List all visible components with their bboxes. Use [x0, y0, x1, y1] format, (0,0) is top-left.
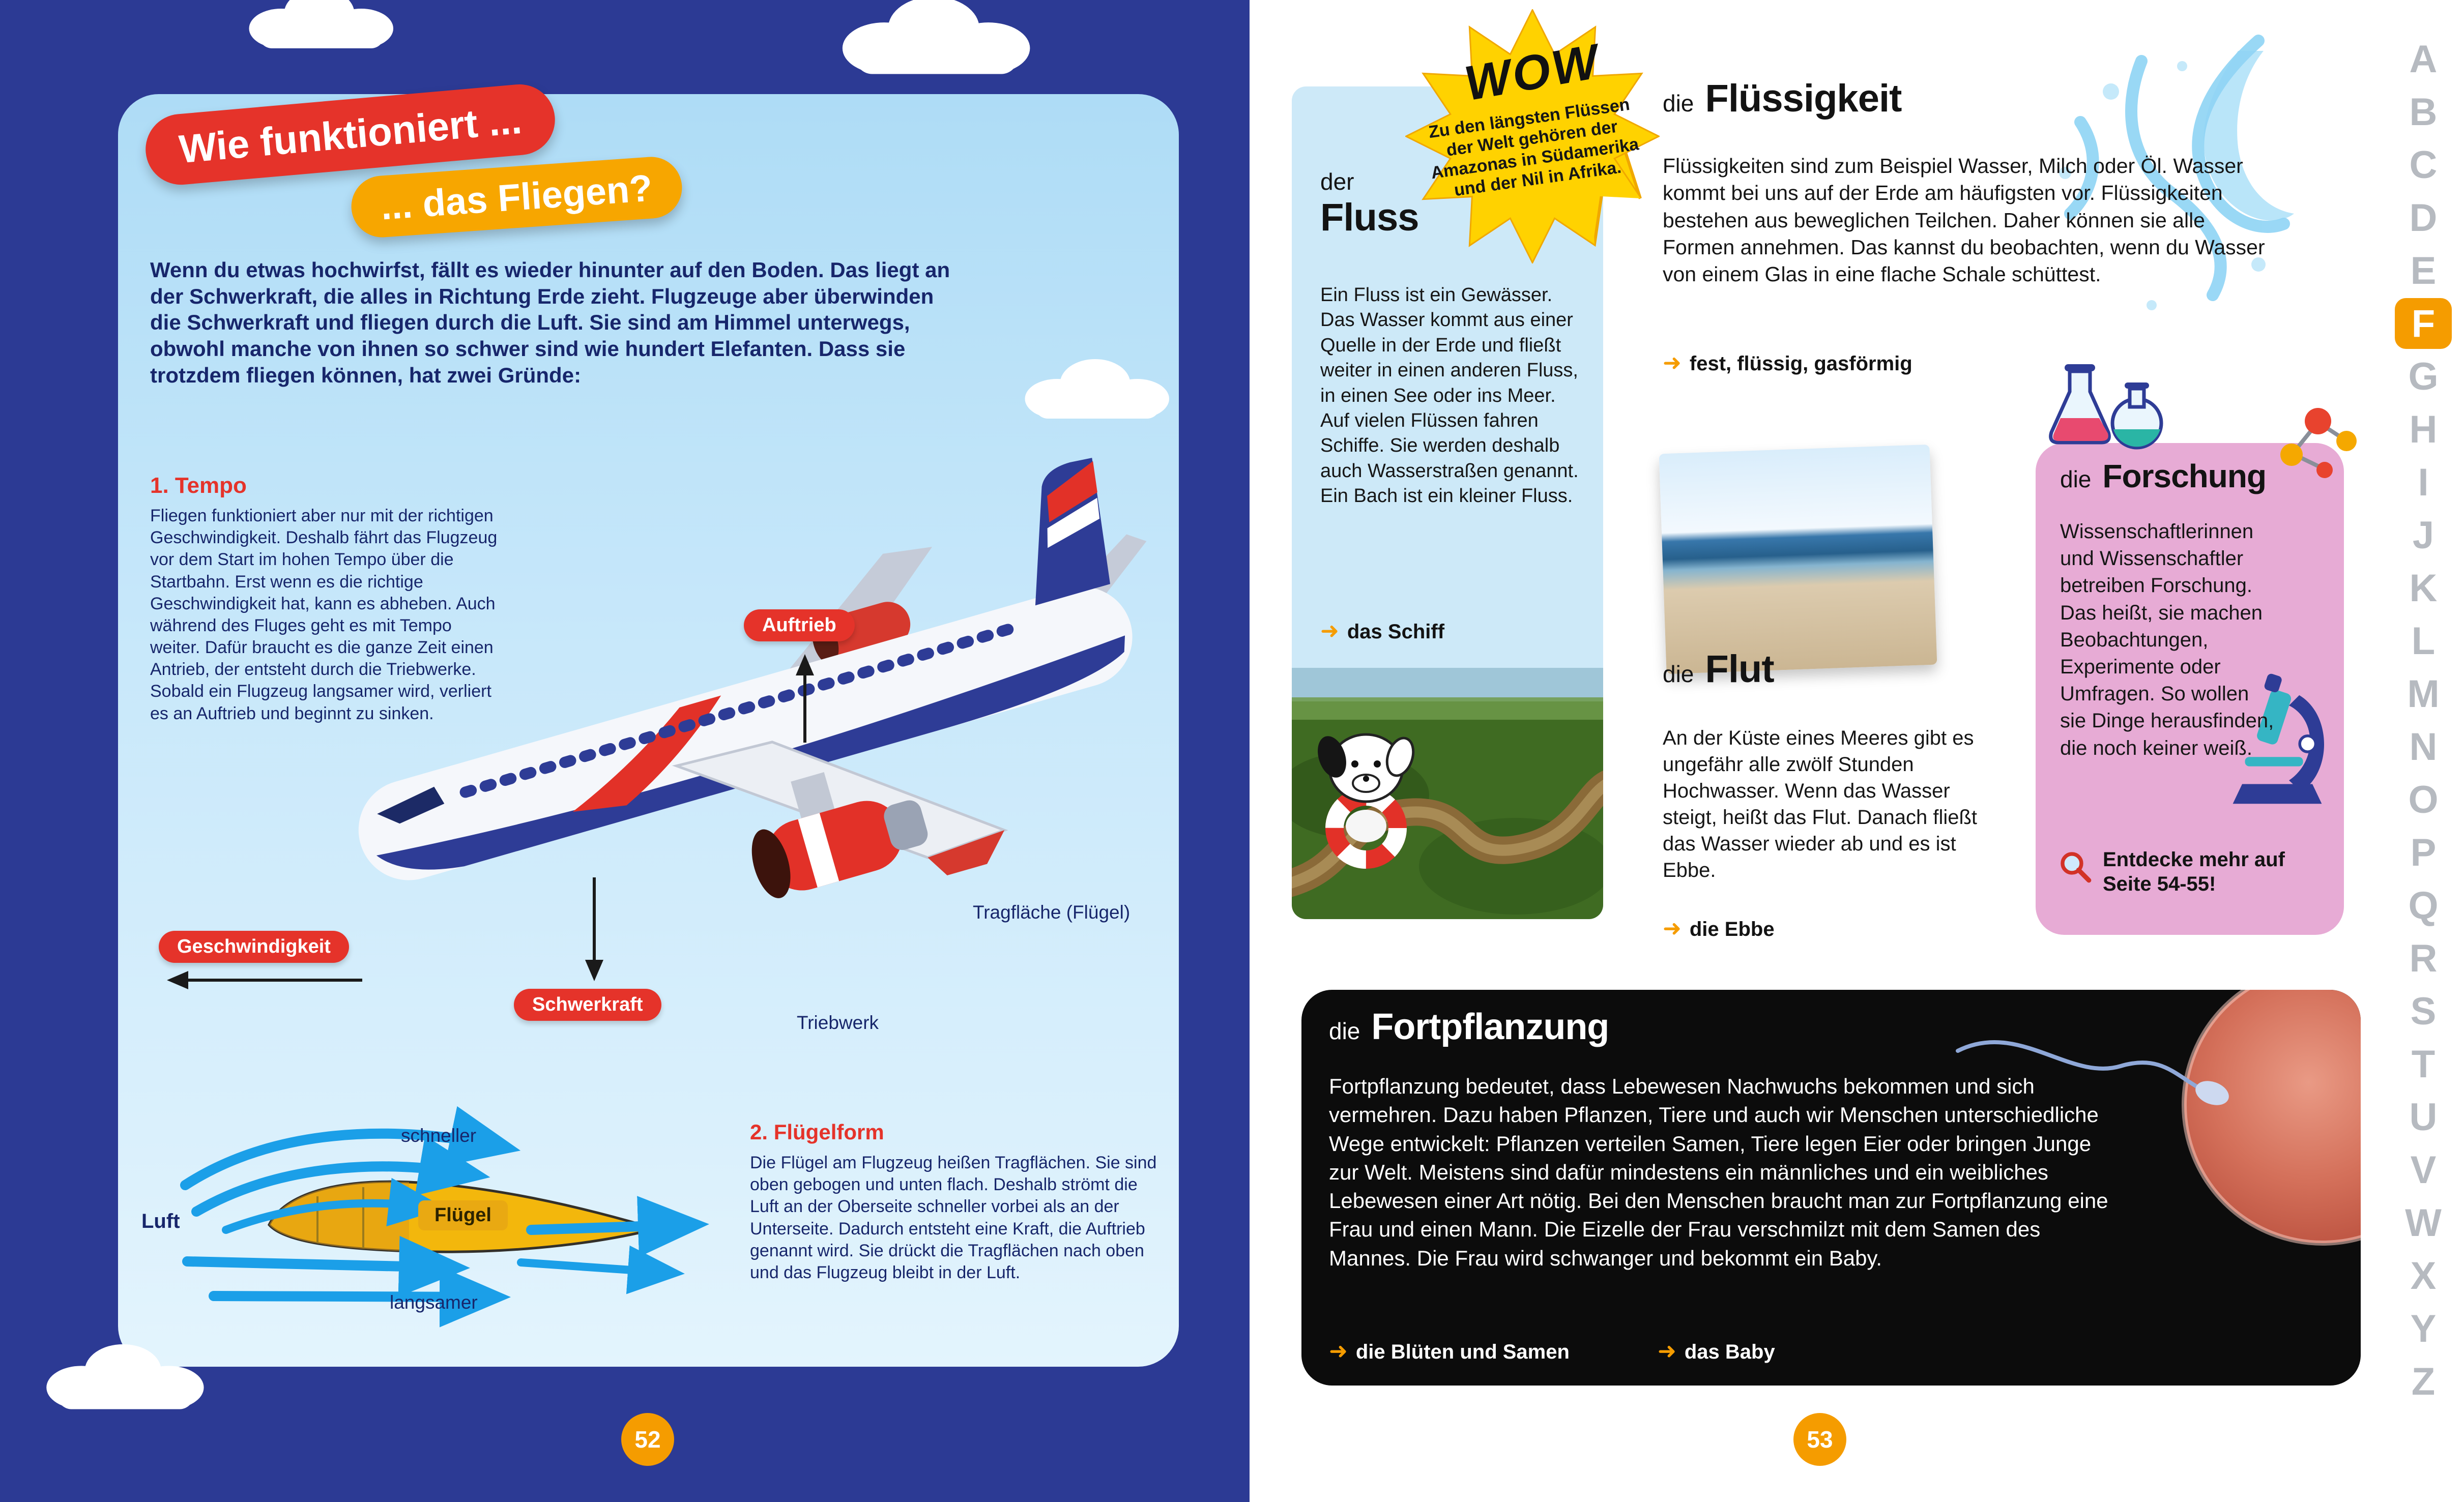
alphabet-letter: J	[2412, 513, 2434, 557]
intro-text: Wenn du etwas hochwirfst, fällt es wieder hinunter auf den Boden. Das liegt an der Schwerkraft, die alles in Richtung Erde zieht. Flugzeuge aber überwinden die Schwerkraft und fliegen durch die Luft. Sie sind am Himmel unterwegs, obwohl manche von ihnen so schwer sind wie hundert Elefanten. Dass sie trotzdem fliegen können, hat zwei Gründe:	[150, 258, 950, 387]
crossref-label: das Baby	[1684, 1341, 1775, 1363]
forschung-box	[2036, 443, 2344, 935]
beach-photo	[1659, 445, 1937, 674]
section1-body: Fliegen funktioniert aber nur mit der richtigen Geschwindigkeit. Deshalb fährt das Flugzeug vor dem Start im hohen Tempo über die Startbahn. Erst wenn es die richtige Geschwindigkeit hat, kann es abheben. Auch während des Fluges geht es mit Tempo weiter. Dafür braucht es die ganze Zeit einen Antrieb, der entsteht durch die Triebwerke. Sobald ein Flugzeug langsamer wird, verliert es an Auftrieb und beginnt zu sinken.	[150, 506, 498, 723]
arrow-icon: ➜	[1329, 1339, 1348, 1364]
section2-body: Die Flügel am Flugzeug heißen Tragflächen. Sie sind oben gebogen und unten flach. Deshalb strömt die Luft an der Oberseite schneller vorbei als an der Unterseite. Dadurch entsteht eine Kraft, die Auftrieb genannt wird. Sie drückt die Tragflächen nach oben und das Flugzeug bleibt in der Luft.	[750, 1153, 1157, 1282]
alphabet-letter: C	[2409, 143, 2438, 187]
alphabet-letter: Q	[2408, 883, 2439, 927]
cloud	[1012, 350, 1185, 426]
page-number-right: 53	[1793, 1413, 1846, 1466]
alphabet-letter: P	[2410, 831, 2437, 874]
left-page	[118, 94, 1179, 1367]
entry-heading-forschung	[2060, 457, 2266, 495]
dog-mascot-icon	[1302, 717, 1430, 870]
cloud	[36, 1333, 219, 1419]
alphabet-letter: I	[2418, 460, 2429, 504]
label-schneller: schneller	[401, 1125, 477, 1146]
cloud	[239, 0, 407, 56]
entry-heading-fortpflanzung	[1329, 1006, 1609, 1048]
label-triebwerk: Triebwerk	[797, 1012, 879, 1033]
alphabet-letter-active: F	[2395, 298, 2452, 349]
crossref-aggregatzustaende	[1663, 350, 1912, 376]
entry-heading-fluessigkeit	[1663, 76, 1901, 121]
crossref-label: fest, flüssig, gasförmig	[1689, 352, 1912, 375]
discover-note-text: Entdecke mehr auf Seite 54-55!	[2103, 848, 2285, 895]
alphabet-sidebar	[2395, 34, 2452, 1407]
alphabet-letter: G	[2408, 355, 2439, 398]
alphabet-letter: A	[2409, 37, 2438, 81]
title-banner-1: Wie funktioniert ...	[142, 81, 558, 188]
alphabet-letter: D	[2409, 196, 2438, 240]
entry-article: die	[1663, 90, 1694, 116]
entry-word: Flüssigkeit	[1705, 77, 1902, 120]
label-tragflaeche: Tragfläche (Flügel)	[973, 902, 1130, 923]
alphabet-letter: S	[2410, 989, 2437, 1033]
alphabet-letter: W	[2405, 1201, 2442, 1245]
fortpflanzung-box	[1301, 990, 2361, 1386]
label-langsamer: langsamer	[390, 1292, 478, 1313]
crossref-baby	[1658, 1338, 1775, 1364]
entry-word: Fluss	[1320, 196, 1419, 239]
discover-note	[2056, 847, 2316, 896]
alphabet-letter: Y	[2410, 1307, 2437, 1350]
entry-heading-fluss	[1320, 168, 1419, 240]
right-page	[1250, 0, 2464, 1502]
crossref-label: das Schiff	[1347, 621, 1445, 643]
magnifier-icon	[2056, 847, 2094, 885]
alphabet-letter: X	[2410, 1254, 2437, 1298]
alphabet-letter: U	[2409, 1095, 2438, 1139]
label-geschwindigkeit: Geschwindigkeit	[159, 931, 349, 963]
entry-word: Fortpflanzung	[1371, 1007, 1609, 1047]
crossref-label: die Ebbe	[1689, 918, 1775, 940]
entry-word: Flut	[1705, 647, 1774, 691]
alphabet-letter: V	[2410, 1148, 2437, 1192]
alphabet-letter: T	[2411, 1042, 2436, 1086]
entry-body-fluss: Ein Fluss ist ein Gewässer. Das Wasser kommt aus einer Quelle in der Erde und fließt weiter in einen anderen Fluss, in einen See oder ins Meer. Auf vielen Flüssen fahren Schiffe. Sie werden deshalb auch Wasserstraßen genannt. Ein Bach ist ein kleiner Fluss.	[1320, 284, 1579, 507]
alphabet-letter: E	[2410, 249, 2437, 292]
alphabet-letter: N	[2409, 725, 2438, 769]
alphabet-letter: B	[2409, 90, 2438, 134]
alphabet-letter: Z	[2411, 1360, 2436, 1403]
crossref-blueten	[1329, 1338, 1570, 1364]
alphabet-letter: M	[2407, 672, 2440, 716]
entry-article: die	[2060, 466, 2092, 492]
wow-fact-text: Zu den längsten Flüssen der Welt gehören der Amazonas in Südamerika und der Nil in Afrika.	[1427, 95, 1640, 200]
entry-article: der	[1320, 168, 1354, 195]
alphabet-letter: R	[2409, 936, 2438, 980]
label-luft: Luft	[141, 1210, 180, 1232]
entry-body-fortpflanzung: Fortpflanzung bedeutet, dass Lebewesen Nachwuchs bekommen und sich vermehren. Dazu haben Pflanzen, Tiere und auch wir Menschen unterschiedliche Wege entwickelt: Pflanzen verteilen Samen, Tiere legen Eier oder bringen Junge zur Welt. Meistens sind dafür mindestens ein männliches und ein weibliches Lebewesen einer Art nötig. Bei den Menschen braucht man zur Fortpflanzung eine Frau und einen Mann. Die Eizelle der Frau verschmilzt mit dem Samen des Mannes. Die Frau wird schwanger und bekommt ein Baby.	[1329, 1074, 2108, 1270]
label-schwerkraft: Schwerkraft	[514, 989, 661, 1021]
page-number-left: 52	[621, 1413, 674, 1466]
arrow-icon: ➜	[1658, 1339, 1676, 1364]
entry-word: Forschung	[2102, 458, 2267, 494]
crossref-schiff	[1320, 618, 1444, 644]
cloud	[829, 0, 1048, 84]
alphabet-letter: H	[2409, 407, 2438, 451]
wow-title: WOW	[1460, 34, 1605, 111]
label-auftrieb: Auftrieb	[744, 609, 855, 641]
label-fluegel: Flügel	[418, 1200, 508, 1230]
entry-article: die	[1329, 1018, 1360, 1044]
chemistry-flasks-icon	[2040, 356, 2167, 463]
crossref-ebbe	[1663, 916, 1775, 941]
alphabet-letter: K	[2409, 566, 2438, 610]
title-banner-2: ... das Fliegen?	[350, 155, 684, 239]
entry-heading-flut	[1663, 647, 1774, 691]
entry-body-fluessigkeit: Flüssigkeiten sind zum Beispiel Wasser, Milch oder Öl. Wasser kommt bei uns auf der Erde am häufigsten vor. Flüssigkeiten bestehen aus beweglichen Teilchen. Daher können sie alle Formen annehmen. Das kannst du beobachten, wenn du Wasser von einem Glas in eine flache Schale schüttest.	[1663, 154, 2265, 286]
section2-heading: 2. Flügelform	[750, 1120, 884, 1144]
entry-body-forschung: Wissenschaftlerinnen und Wissenschaftler betreiben Forschung. Das heißt, sie machen Beobachtungen, Experimente oder Umfragen. So wollen sie Dinge herausfinden, die noch keiner weiß.	[2060, 520, 2274, 759]
arrow-icon: ➜	[1320, 619, 1339, 643]
alphabet-letter: L	[2411, 619, 2436, 663]
entry-body-flut: An der Küste eines Meeres gibt es ungefähr alle zwölf Stunden Hochwasser. Wenn das Wasser steigt, heißt das Flut. Danach fließt das Wasser wieder ab und es ist Ebbe.	[1663, 727, 1978, 881]
arrow-icon: ➜	[1663, 350, 1682, 375]
molecule-icon	[2267, 392, 2364, 486]
arrow-icon: ➜	[1663, 916, 1682, 941]
entry-article: die	[1663, 661, 1694, 687]
section1-heading: 1. Tempo	[150, 473, 247, 498]
crossref-label: die Blüten und Samen	[1355, 1341, 1570, 1363]
alphabet-letter: O	[2408, 778, 2439, 821]
